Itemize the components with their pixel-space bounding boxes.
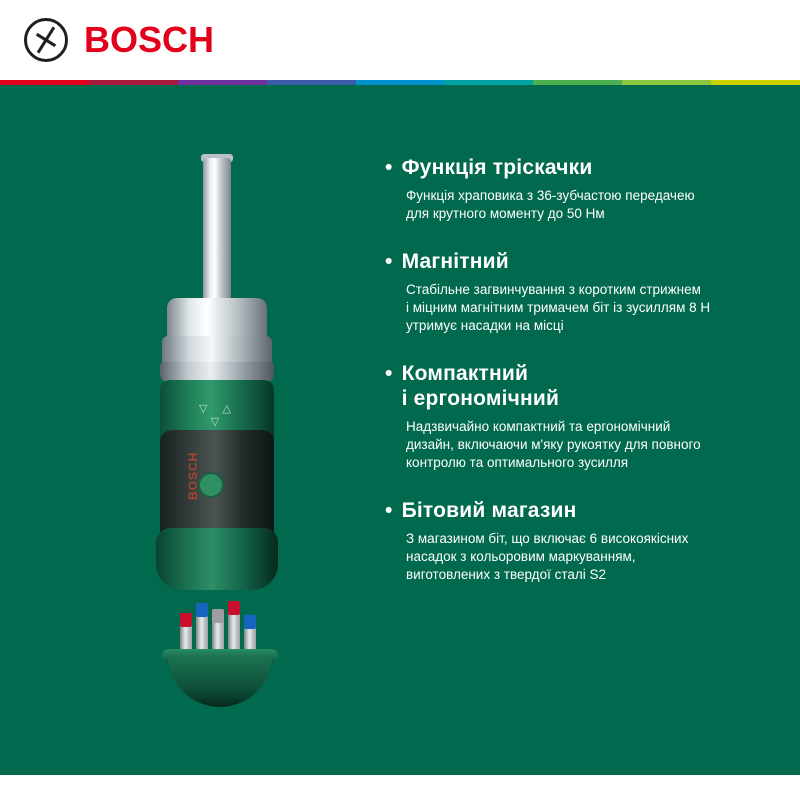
handle-green-lower xyxy=(156,528,278,590)
feature-item xyxy=(385,361,775,472)
bit-magazine xyxy=(142,595,294,705)
bit-color-cap xyxy=(228,601,240,615)
feature-title-row xyxy=(385,249,775,274)
feature-description: Функція храповика з 36-зубчастою передачею для крутного моменту до 50 Нм xyxy=(406,188,695,221)
feature-item xyxy=(385,249,775,335)
feature-description: З магазином біт, що включає 6 високоякісних насадок з кольоровим маркуванням, виготовлених з твердої сталі S2 xyxy=(406,531,689,582)
bullet-icon: • xyxy=(385,250,393,273)
ratchet-selector-icon xyxy=(198,472,224,498)
bit-color-cap xyxy=(212,609,224,623)
bit-color-cap xyxy=(196,603,208,617)
bullet-icon: • xyxy=(385,499,393,522)
chrome-collar-lower xyxy=(160,362,274,382)
bullet-icon: • xyxy=(385,362,393,385)
product-image xyxy=(90,130,340,690)
feature-title-row xyxy=(385,361,775,411)
ratchet-direction-arrows: ▽ △ ▽ xyxy=(199,403,237,428)
feature-description: Стабільне загвинчування з коротким стрижнем і міцним магнітним тримачем біт із зусиллям 8 Н утримує насадки на місці xyxy=(406,282,711,333)
feature-title: Магнітний xyxy=(401,250,509,273)
feature-title: Функція тріскачки xyxy=(401,156,593,179)
feature-item xyxy=(385,155,775,223)
feature-title: Компактний і ергономічний xyxy=(401,362,560,410)
feature-list xyxy=(385,155,775,610)
bosch-logo-icon xyxy=(24,18,68,62)
feature-title-row xyxy=(385,155,775,180)
brand-name: BOSCH xyxy=(84,19,215,60)
feature-item xyxy=(385,498,775,584)
bit-color-cap xyxy=(180,613,192,627)
bit-color-cap xyxy=(244,615,256,629)
feature-description: Надзвичайно компактний та ергономічний дизайн, включаючи м'яку рукоятку для повного контролю та оптимального зусилля xyxy=(406,419,701,470)
feature-title-row xyxy=(385,498,775,523)
footer-spacer xyxy=(0,775,800,800)
bullet-icon: • xyxy=(385,156,393,179)
header xyxy=(0,0,800,80)
magazine-bowl xyxy=(168,655,272,707)
handle-brand-mark xyxy=(186,482,200,500)
bosch-logo xyxy=(24,18,214,62)
screwdriver-shaft xyxy=(203,158,231,318)
feature-title: Бітовий магазин xyxy=(401,499,577,522)
